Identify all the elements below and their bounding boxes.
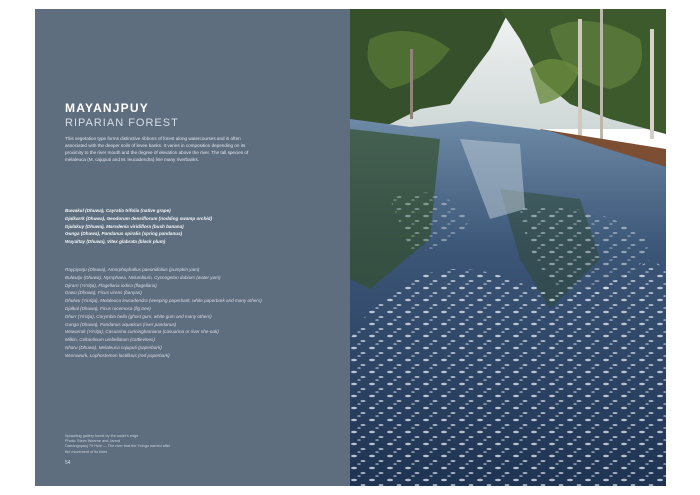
species-item: Djalkal (Dhuwa), Ficus racemosa (fig tree) <box>65 305 151 311</box>
river-photo <box>350 9 666 486</box>
caption-line: Sprawling gallery forest by the water's edge <box>65 434 139 438</box>
caption-line: Darrangnyanj 79 Hole — The river that the Yolngu named after <box>65 444 171 449</box>
highlight-species-item: Buwakul (Dhuwa), Cayratia trifolia (native grape) <box>65 208 171 213</box>
photo-caption <box>65 434 225 455</box>
highlight-species-list <box>65 207 305 246</box>
intro-line: This vegetation type forms distinctive ribbons of forest along watercourses and is often <box>65 136 241 141</box>
species-item: Dhulwu (Yirritja), Melaleuca leucadendra (weeping paperbark, white paperbark and many others) <box>65 298 262 304</box>
species-item: Dhurr (Yirritja), Corymbia bella (ghost gum, white gum and many others) <box>65 313 212 319</box>
section-title: MAYANJPUY <box>65 101 149 115</box>
river-photo-image <box>350 9 666 486</box>
species-item: Djirarri (Yirritja), Flagellaria indica (flagellaria) <box>65 282 157 288</box>
species-item: Raypiyarju (Dhuwa), Amorphophallus paeoniifolius (pumpkin yam) <box>65 267 200 272</box>
species-item: Bulwutju (Dhuwa), Nymphaea, Nelumbium, Cycnogeton dubium (water yam) <box>65 274 221 280</box>
intro-paragraph <box>65 135 300 163</box>
highlight-species-item: Gunga (Dhuwa), Pandanus spiralis (spring pandanus) <box>65 231 183 237</box>
species-item: Dawu (Dhuwa), Ficus virens (banyan) <box>65 290 142 296</box>
book-spread <box>35 9 666 486</box>
caption-line: the movement of its tides <box>65 449 108 454</box>
highlight-species-item: Wuyaltay (Dhuwa), Vitex glabrata (black plum) <box>65 239 166 245</box>
species-item: Wurrawurk, Lophostemon lactifluus (red paperbark) <box>65 352 170 358</box>
left-page <box>35 9 350 486</box>
page-number: 54 <box>65 460 71 466</box>
species-list <box>65 266 320 360</box>
species-item: Nharu (Dhuwa), Melaleuca cajuputi (paperbark) <box>65 344 162 350</box>
intro-line: melaleuca (M. cajuputi and M. leucadendra) line many riverbanks. <box>65 157 200 162</box>
intro-line: proximity to the river mouth and the degree of elevation above the river. The tall species of <box>65 150 249 155</box>
highlight-species-item: Djalkarrk (Dhuwa), Geodorum densiflorum (nodding swamp orchid) <box>65 215 213 221</box>
intro-line: associated with the deeper soils of levee banks. It varies in composition depending on its <box>65 143 246 148</box>
species-item: Milkin, Celtantinum umbellatum (cattlevines) <box>65 337 155 343</box>
section-subtitle: RIPARIAN FOREST <box>65 117 179 129</box>
species-item: Wawarrak (Yirritja), Casuarina cunninghamiana (casuarina or river she-oak) <box>65 329 219 335</box>
highlight-species-item: Djulakuy (Dhuwa), Marsdenia viridiflora (bush banana) <box>65 223 184 229</box>
caption-line: Photo: Steve Wearne and Jarrod <box>65 439 121 444</box>
species-item: Gunga (Dhuwa), Pandanus aquaticus (river pandanus) <box>65 321 177 327</box>
